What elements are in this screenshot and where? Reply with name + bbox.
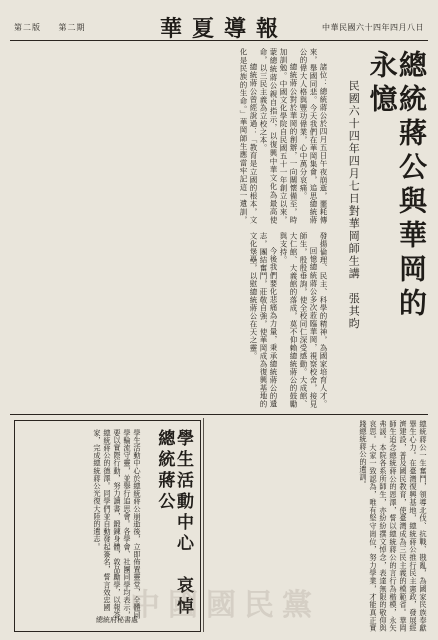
article-paragraph: 今後我們要化悲痛為力量，秉承總統蔣公的遺志，團結奮鬥，莊敬自強，使華岡成為復興基地的文化堡壘，以慰總統蔣公在天之靈。 — [249, 232, 278, 408]
article-body — [16, 48, 328, 408]
article-byline: 民國六十四年四月七日對華岡師生講 張其昀 — [347, 80, 361, 330]
publication-date: 中華民國六十四年四月八日 — [322, 23, 424, 32]
lower-article-body: 總統蔣公一生奮鬥，領導北伐、抗戰、戡亂，為國家民族奉獻畢生心力。在臺灣復興基地，總統蔣公推行民主憲政，發展經濟建設，普及國民教育，使臺灣成為三民主義的模範省。華岡師生追念總統蔣公的恩澤，誓以總統蔣公的言行為楷模，永矢弗諼。本院各系所師生，亦紛紛撰文悼念，表達無限的敬仰與哀思。大家一致認為，唯有堅守崗位，努力學業，才能真正實踐總統蔣公的遺訓。 — [359, 420, 428, 632]
masthead — [10, 10, 428, 41]
box-body: 學生活動中心於總統蔣公崩逝後，立即佈置靈堂，全體同學輪流守靈，並舉行追思會。各學會、社團同學均表示，要以實際行動，努力讀書，鍛鍊身體，敦品勵學，以報答總統蔣公的德澤。同學們並自動發起簽名，誓言效忠國家，完成總統蔣公光復大陸的遺志。 — [93, 429, 142, 619]
article-paragraph: 總統蔣公曾經說過：「教育是立國的根本，文化是民族的生命。」華岡師生應當牢記這一遺訓，發揚倫理、民主、科學的精神，為國家培育人才。 — [239, 48, 328, 408]
issue-number: 第二期 — [58, 23, 86, 32]
article-paragraph: 諸位：總統蔣公於四月五日午夜崩逝，噩耗傳來，舉國同悲。今天我們在華岡集會，追思總統蔣公的偉大人格與豐功偉業，心中萬分哀痛。 — [299, 48, 328, 224]
article-paragraph: 總統蔣公對於華岡的創辦，一向關懷備至，時加訓勉。中國文化學院自民國五十一年創立以來，蒙總統蔣公親自指示，以復興中華文化為最高使命，以三民主義為立校之本。 — [259, 48, 298, 224]
masthead-left — [14, 22, 100, 33]
box-signature: 總統府秘書處 — [96, 616, 138, 624]
box-title: 學生活動中心 哀悼總統蔣公 — [154, 429, 193, 618]
article-title: 總統蔣公與華岡的永憶 — [365, 50, 428, 322]
watermark: 中國國民黨 — [130, 588, 320, 623]
article-heading — [345, 50, 426, 350]
article-paragraph: 回憶總統蔣公多次蒞臨華岡，視察校舍，接見師生，殷殷垂詢，使全校同仁深受感動。大成館、大仁館、大義館的落成，莫不仰賴總統蔣公的鼓勵與支持。 — [279, 232, 318, 408]
main-article — [10, 44, 428, 414]
section-divider — [10, 414, 428, 415]
page-number: 第二版 — [14, 23, 41, 32]
newspaper-title: 華夏導報 — [160, 16, 289, 42]
